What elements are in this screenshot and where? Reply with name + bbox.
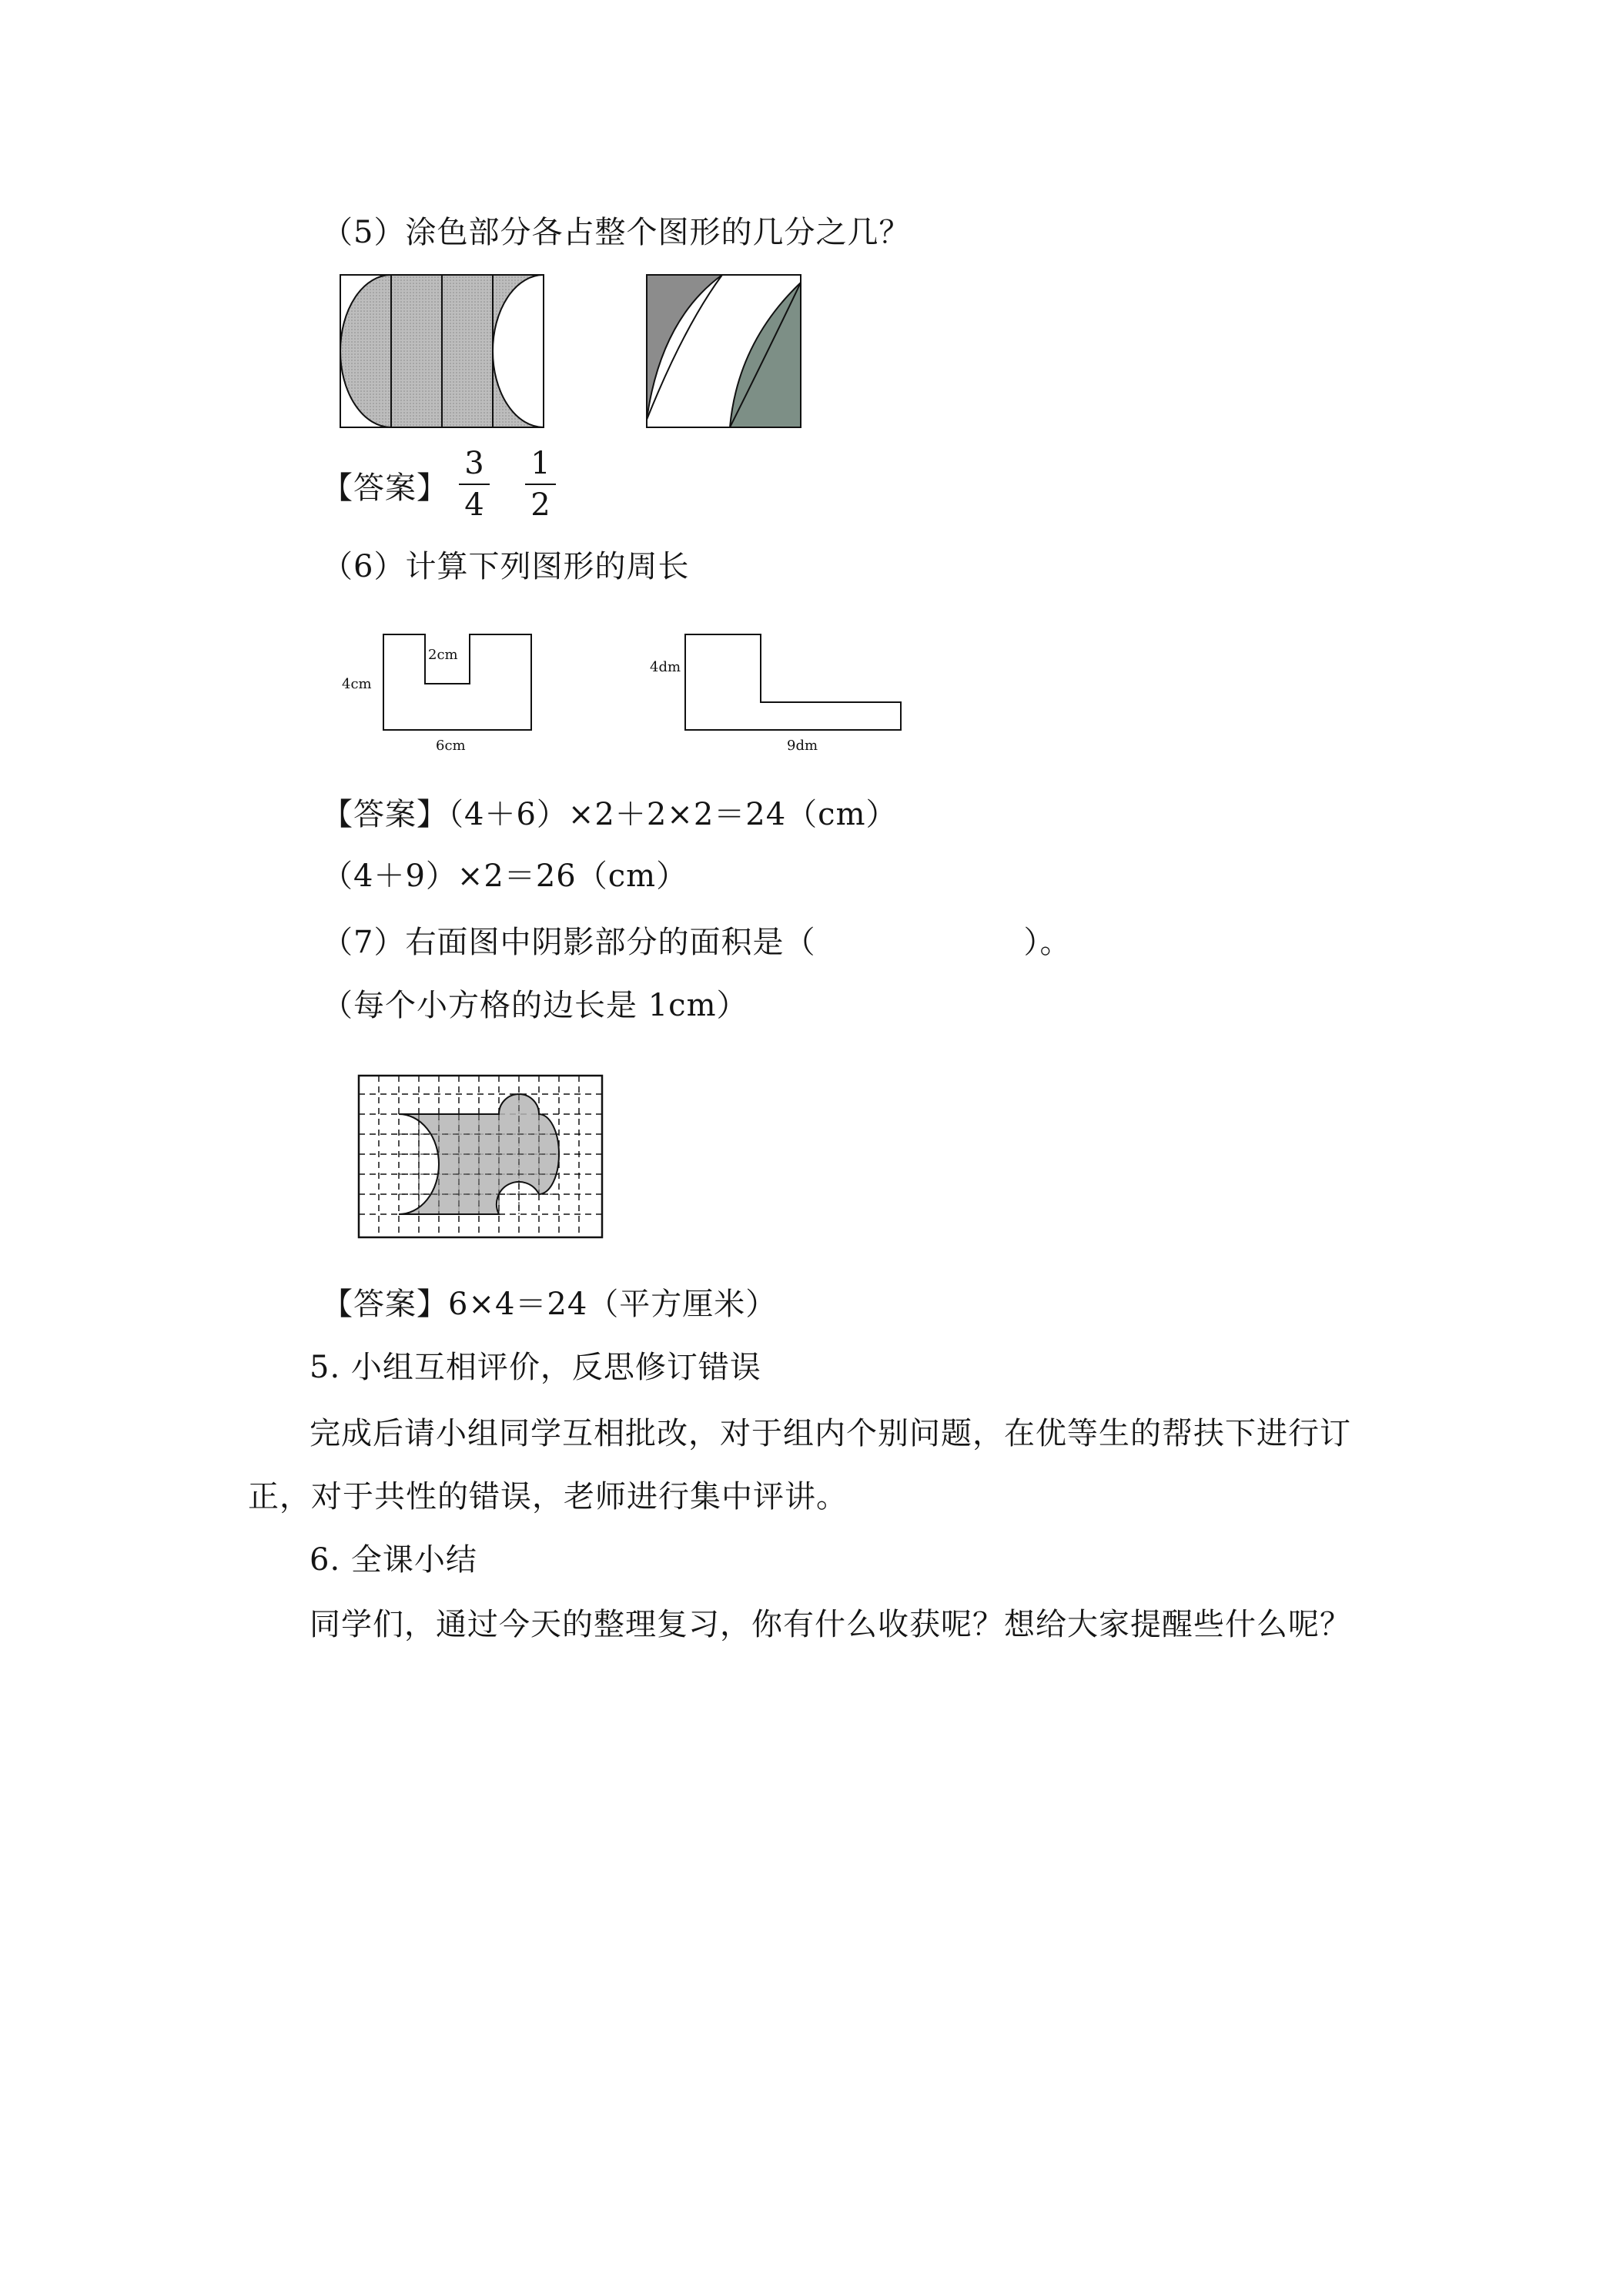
q6-answer [322, 795, 898, 835]
q6-answer-line1: （4＋6）×2＋2×2＝24（cm） [448, 797, 898, 832]
q6-fig1-notch-label: 2cm [428, 647, 458, 663]
q7-note: （每个小方格的边长是 1cm） [322, 988, 748, 1023]
q7-prompt-before: （7）右面图中阴影部分的面积是（ [322, 925, 816, 960]
q5-figure-left [339, 273, 547, 431]
q6-figure-1 [339, 624, 539, 755]
q7-answer-text: 6×4＝24（平方厘米） [448, 1287, 778, 1322]
q6-fig2-base-label: 9dm [787, 738, 818, 754]
section6-heading: 6. 全课小结 [310, 1542, 477, 1578]
q7-prompt-after: ）。 [1023, 925, 1072, 960]
q7-answer [322, 1284, 777, 1324]
q7-prompt [322, 922, 1071, 962]
section5-heading: 5. 小组互相评价，反思修订错误 [310, 1350, 761, 1385]
q5-fraction-1-denominator: 4 [464, 487, 484, 523]
q7-grid-figure [357, 1074, 611, 1250]
q5-answer-label: 【答案】 [322, 470, 448, 506]
q6-figure-2 [647, 624, 909, 755]
q5-fraction-2-numerator: 1 [530, 446, 550, 481]
q6-fig1-base-label: 6cm [436, 738, 466, 754]
q6-fig1-height-label: 4cm [342, 676, 372, 692]
q6-answer-line2: （4＋9）×2＝26（cm） [322, 858, 688, 894]
q6-answer-label: 【答案】 [322, 797, 448, 832]
q5-fraction-2-denominator: 2 [530, 487, 550, 523]
q5-fraction-2 [525, 445, 556, 524]
q6-fig2-height-label: 4dm [650, 659, 681, 675]
q5-fraction-1 [459, 445, 490, 524]
q5-fraction-1-numerator: 3 [464, 446, 484, 481]
q7-answer-label: 【答案】 [322, 1287, 448, 1322]
q5-prompt: （5）涂色部分各占整个图形的几分之几？ [322, 215, 911, 250]
section5-paragraph-line2: 正，对于共性的错误，老师进行集中评讲。 [248, 1479, 848, 1514]
q5-figure-right [645, 273, 807, 431]
q6-prompt: （6）计算下列图形的周长 [322, 549, 690, 584]
section6-paragraph: 同学们，通过今天的整理复习，你有什么收获呢？想给大家提醒些什么呢？ [310, 1607, 1351, 1642]
section5-paragraph-line1: 完成后请小组同学互相批改，对于组内个别问题，在优等生的帮扶下进行订 [310, 1416, 1351, 1451]
